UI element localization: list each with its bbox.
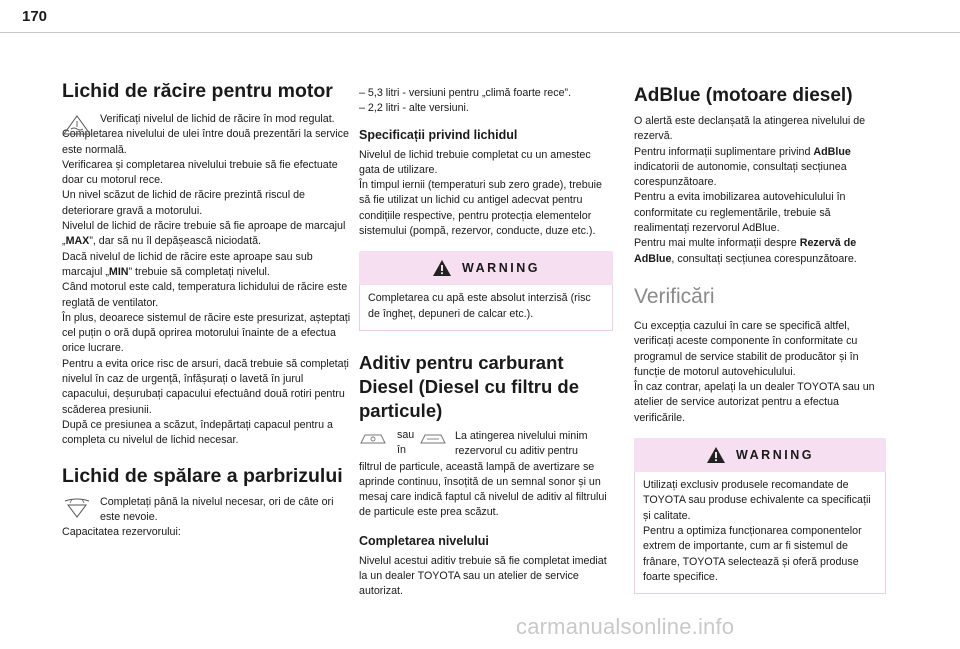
warning-box (359, 251, 613, 331)
min-word: MIN (108, 265, 129, 278)
watermark: carmanualsonline.info (516, 614, 735, 639)
warning-label: WARNING (462, 261, 540, 276)
p2-bold: AdBlue (813, 145, 851, 158)
min-post: ” trebuie să completați nivelul. (128, 265, 270, 278)
warning-triangle-icon (706, 446, 726, 464)
max-pre: Nivelul de lichid de răcire trebuie să fie aproape de marcajul „ (62, 220, 346, 248)
washer-icon-paragraph (62, 495, 352, 526)
coolant-line-5: În plus, deoarece sistemul de răcire este presurizat, așteptați cel puțin o oră după oprirea motorului înainte de a efectua orice lucrare. (62, 311, 351, 355)
coolant-title: Lichid de răcire pentru motor (62, 80, 333, 102)
adblue-p2 (634, 145, 886, 191)
sau-label: sau (397, 428, 415, 441)
p2-pre: Pentru informații suplimentare privind (634, 145, 814, 158)
top-divider (0, 32, 960, 33)
additive-text: filtrul de particule, această lampă de avertizare se aprinde continuu, însoțită de un semnal sonor și un mesaj care indică faptul că nivelul de aditiv al filtrului de particule este prea scăzut. (359, 460, 607, 519)
spec-line-1: Nivelul de lichid trebuie completat cu un amestec gata de utilizare. (359, 148, 591, 176)
checks-p1: Cu excepția cazului în care se specifică altfel, verificați aceste componente în conformitate cu programul de service stabilit de producător și în funcție de motorul autovehiculului. (634, 319, 859, 378)
spec-title: Specificații privind lichidul (359, 127, 518, 142)
warning-label-2: WARNING (736, 448, 814, 463)
spec-line-2: În timpul iernii (temperaturi sub zero grade), trebuie să fie utilizat un lichid cu antigel adecvat pentru condițiile respective, pentru protecția elementelor sistemului (pompă, rezervor, conducte, duze etc.). (359, 179, 602, 238)
coolant-icon-paragraph (62, 112, 352, 127)
coolant-min-line (62, 250, 352, 281)
coolant-line-4: Când motorul este cald, temperatura lichidului de răcire este reglată de ventilator. (62, 281, 348, 309)
coolant-line-1: Completarea nivelului de ulei între două prezentări la service este normală. (62, 128, 349, 156)
capacity-label: Capacitatea rezervorului: (62, 526, 181, 539)
coolant-line-7: După ce presiunea a scăzut, îndepărtați capacul pentru a completa cu nivelul de lichid necesar. (62, 418, 333, 447)
p4-pre: Pentru mai multe informații despre (634, 237, 800, 250)
adblue-p1: O alertă este declanșată la atingerea nivelului de rezervă. (634, 115, 866, 143)
warning-text-2: Pentru a optimiza funcționarea componentelor extrem de importante, cum ar fi sistemul de frânare, TOYOTA selectează și oferă produse foarte specifice. (643, 524, 862, 583)
coolant-line-3: Un nivel scăzut de lichid de răcire prezintă riscul de deteriorare gravă a motorului. (62, 189, 305, 217)
list-item: – 2,2 litri - alte versiuni. (359, 102, 469, 115)
coolant-warning-icon (62, 114, 92, 136)
warning-body-2 (634, 472, 886, 594)
additive-title: Aditiv pentru carburant Diesel (Diesel cu filtru de particule) (359, 351, 580, 421)
washer-icon-text: Completați până la nivelul necesar, ori de câte ori este nevoie. (100, 495, 334, 523)
min-pre: Dacă nivelul de lichid de răcire este aproape sau sub marcajul „ (62, 250, 313, 278)
list-item: – 5,3 litri - versiuni pentru „climă foarte rece”. (359, 87, 572, 99)
column-specs (359, 86, 613, 600)
warning-body (359, 285, 613, 331)
fuel-additive-warning-icon (359, 431, 387, 452)
page-number: 170 (22, 8, 48, 25)
max-word: MAX (65, 235, 90, 248)
column-coolant (62, 78, 352, 540)
max-post: ”, dar să nu îl depășească niciodată. (89, 235, 262, 248)
column-adblue (634, 84, 886, 594)
completion-title: Completarea nivelului (359, 533, 489, 548)
p4-post: , consultați secțiunea corespunzătoare. (671, 252, 857, 265)
washer-fluid-icon (62, 497, 92, 519)
p2-post: indicatorii de autonomie, consultați secțiunea corespunzătoare. (634, 160, 847, 189)
checks-title: Verificări (634, 284, 715, 308)
warning-header (359, 251, 613, 285)
coolant-line-6: Pentru a evita orice risc de arsuri, dacă trebuie să completați nivelul în caz de urgență, înfășurați o lavetă în jurul capacului, deșurubați capacului efectuând două rotiri pentru scăderea presiunii. (62, 357, 349, 416)
coolant-max-line (62, 219, 352, 250)
checks-p2: În caz contrar, apelați la un dealer TOYOTA sau un atelier de service autorizat pentru a efectua verificările. (634, 381, 875, 424)
warning-header-2 (634, 438, 886, 472)
coolant-icon-text: Verificați nivelul de lichid de răcire în mod regulat. (100, 113, 335, 125)
in-label: în (397, 443, 406, 456)
adblue-p3: Pentru a evita imobilizarea autovehiculului în conformitate cu reglementările, trebuie să realimentați rezervorul AdBlue. (634, 191, 846, 235)
warning-text: Completarea cu apă este absolut interzisă (risc de îngheț, depuneri de calcar etc.). (368, 292, 591, 320)
warning-triangle-icon (432, 259, 452, 277)
warning-text-1: Utilizați exclusiv produsele recomandate de TOYOTA sau produse echivalente ca specificații și calitate. (643, 479, 871, 522)
p4-bold: Rezervă de AdBlue (634, 237, 857, 265)
warning-box-2 (634, 438, 886, 594)
adblue-p4 (634, 236, 886, 267)
additive-icon-paragraph (359, 429, 613, 460)
particle-filter-icon (419, 431, 447, 452)
coolant-line-2: Verificarea și completarea nivelului trebuie să fie efectuate doar cu motorul rece. (62, 158, 338, 187)
additive-icon-text: La atingerea nivelului minim rezervorul cu aditiv pentru (455, 429, 588, 458)
completion-text: Nivelul acestui aditiv trebuie să fie completat imediat la un dealer TOYOTA sau un atelier de service autorizat. (359, 554, 607, 598)
capacity-list (359, 86, 613, 117)
washer-title: Lichid de spălare a parbrizului (62, 464, 343, 487)
adblue-title: AdBlue (motoare diesel) (634, 85, 853, 106)
